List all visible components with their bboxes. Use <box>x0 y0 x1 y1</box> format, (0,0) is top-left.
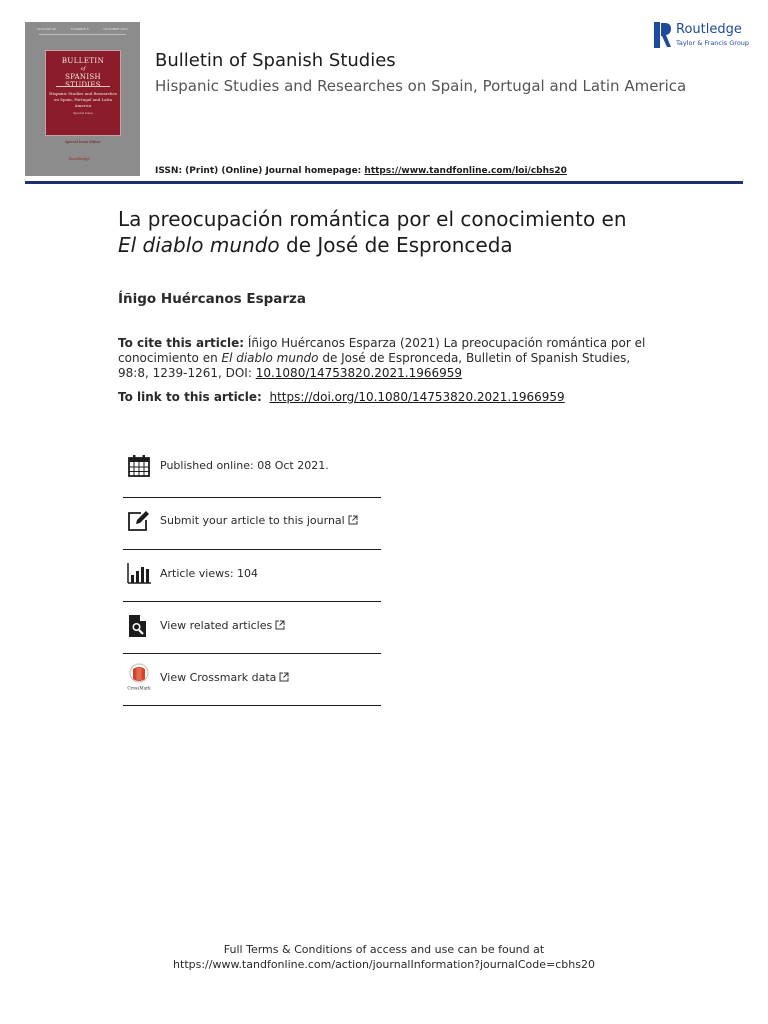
issn-label: ISSN: (Print) (Online) Journal homepage: <box>155 166 365 176</box>
views-item <box>123 550 381 602</box>
article-title <box>118 206 728 258</box>
cover-title-line3: SPANISH STUDIES <box>65 73 101 89</box>
crossmark-link[interactable] <box>160 671 289 684</box>
cover-top-rule <box>39 34 126 36</box>
bar-chart-icon <box>127 561 151 585</box>
cover-title-line1: BULLETIN <box>61 57 105 65</box>
submit-article-label: Submit your article to this journal <box>160 514 345 527</box>
related-item[interactable] <box>123 602 381 654</box>
footer-terms-url[interactable]: https://www.tandfonline.com/action/journalInformation?journalCode=cbhs20 <box>173 958 595 971</box>
footer <box>0 942 768 972</box>
cover-editor: Special Issue Editor <box>64 140 101 144</box>
article-title-line1: La preocupación romántica por el conocimiento en <box>118 207 627 231</box>
crossmark-label: View Crossmark data <box>160 671 277 684</box>
publisher-logo <box>654 22 754 50</box>
link-label: To link to this article: <box>118 390 262 404</box>
routledge-mark-icon <box>654 22 671 48</box>
cover-issue-note: Special Issue <box>72 111 94 115</box>
header-divider <box>25 181 743 184</box>
journal-cover-image <box>25 22 140 176</box>
citation-label: To cite this article: <box>118 336 245 350</box>
citation-text-2: de José de Espronceda, Bulletin of Spanish Studies, 98:8, 1239-1261, DOI: <box>118 351 631 380</box>
external-link-icon <box>279 672 289 682</box>
view-related-label: View related articles <box>160 619 273 632</box>
issn-line <box>155 166 567 176</box>
crossmark-icon <box>127 663 151 691</box>
footer-line1: Full Terms & Conditions of access and use can be found at <box>223 943 545 956</box>
external-link-icon <box>348 515 358 525</box>
calendar-icon <box>127 454 151 478</box>
article-author: Íñigo Huércanos Esparza <box>118 291 307 307</box>
cover-number: NUMBER 8 <box>70 27 89 31</box>
crossmark-caption: CrossMark <box>127 685 151 691</box>
submit-item[interactable] <box>123 498 381 550</box>
publisher-group: Taylor & Francis Group <box>676 39 750 47</box>
journal-title: Bulletin of Spanish Studies <box>155 50 396 71</box>
published-date: Published online: 08 Oct 2021. <box>160 459 329 472</box>
article-title-italic: El diablo mundo <box>118 233 280 257</box>
article-views: Article views: 104 <box>160 567 259 580</box>
cover-volume: VOLUME 98 <box>37 27 56 31</box>
journal-subtitle: Hispanic Studies and Researches on Spain, Portugal and Latin America <box>155 77 687 95</box>
article-doi-url[interactable]: https://doi.org/10.1080/14753820.2021.1966959 <box>269 390 565 404</box>
cover-title-line2: of <box>80 66 86 72</box>
external-link-icon <box>275 620 285 630</box>
citation-italic: El diablo mundo <box>221 351 319 365</box>
cover-publisher-logo: Routledge <box>69 156 90 161</box>
cover-rule <box>56 86 110 87</box>
citation-text-1: Íñigo Huércanos Esparza (2021) La preocupación romántica por el conocimiento en <box>118 336 646 365</box>
view-related-link[interactable] <box>160 619 285 632</box>
article-title-rest: de José de Espronceda <box>279 233 513 257</box>
published-item <box>123 446 381 498</box>
cover-title-panel <box>45 50 121 136</box>
edit-icon <box>127 510 151 534</box>
crossmark-item[interactable] <box>123 654 381 706</box>
cover-top-text <box>37 27 128 31</box>
doi-link[interactable]: 10.1080/14753820.2021.1966959 <box>255 366 463 380</box>
submit-article-link[interactable] <box>160 514 358 527</box>
cover-subtitle: Hispanic Studies and Researches on Spain, Portugal and Latin America <box>49 91 117 108</box>
publisher-name: Routledge <box>676 22 742 37</box>
article-info-list <box>123 446 381 706</box>
citation <box>118 336 658 381</box>
search-document-icon <box>127 614 151 638</box>
cover-date: OCTOBER 2021 <box>103 27 128 31</box>
journal-homepage-link[interactable]: https://www.tandfonline.com/loi/cbhs20 <box>364 166 567 176</box>
article-link-line <box>118 390 565 404</box>
